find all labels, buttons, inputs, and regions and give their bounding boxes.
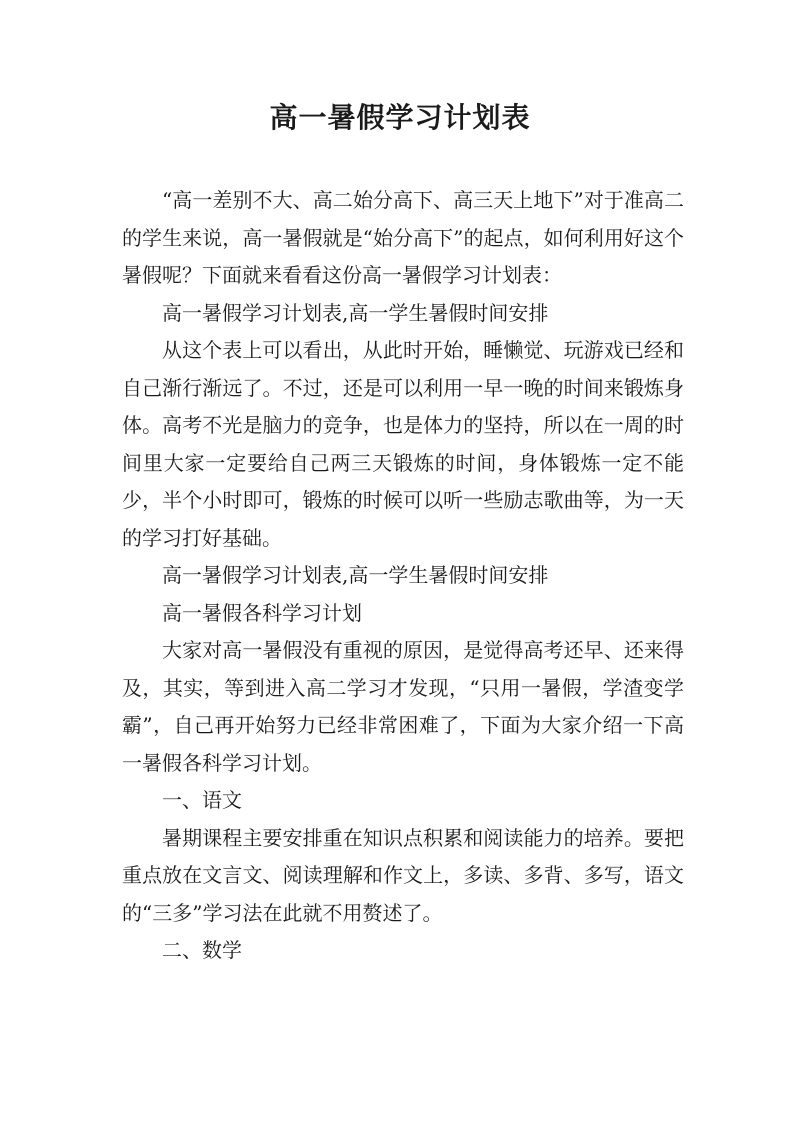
body-paragraph: 从这个表上可以看出，从此时开始，睡懒觉、玩游戏已经和自己渐行渐远了。不过，还是可以利用一早一晚的时间来锻炼身体。高考不光是脑力的竞争，也是体力的坚持，所以在一周的时间里大家一定要给自己两三天锻炼的时间，身体锻炼一定不能少，半个小时即可，锻炼的时候可以听一些励志歌曲等，为一天的学习打好基础。 (122, 338, 684, 550)
subject-heading-math: 二、数学 (162, 938, 242, 962)
intro-paragraph: “高一差别不大、高二始分高下、高三天上地下”对于准高二的学生来说，高一暑假就是“始分高下”的起点，如何利用好这个暑假呢？下面就来看看这份高一暑假学习计划表： (122, 188, 684, 287)
section-heading: 高一暑假各科学习计划 (162, 600, 362, 625)
table-caption: 高一暑假学习计划表,高一学生暑假时间安排 (162, 300, 549, 325)
document-body (122, 182, 684, 970)
table-caption: 高一暑假学习计划表,高一学生暑假时间安排 (162, 563, 549, 587)
document-title: 高一暑假学习计划表 (269, 101, 531, 134)
body-paragraph: 大家对高一暑假没有重视的原因，是觉得高考还早、还来得及，其实，等到进入高二学习才发现，“只用一暑假，学渣变学霸”，自己再开始努力已经非常困难了，下面为大家介绍一下高一暑假各科学习计划。 (122, 638, 684, 775)
body-paragraph: 暑期课程主要安排重在知识点积累和阅读能力的培养。要把重点放在文言文、阅读理解和作文上，多读、多背、多写，语文的“三多”学习法在此就不用赘述了。 (122, 825, 684, 925)
subject-heading-chinese: 一、语文 (162, 788, 242, 812)
